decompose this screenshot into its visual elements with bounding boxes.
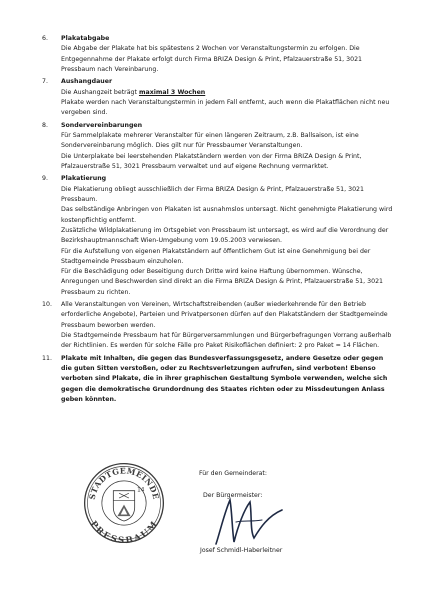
section-title: Plakatabgabe <box>61 35 110 42</box>
paragraph: Für die Beschädigung oder Beseitigung durch Dritte wird keine Haftung übernommen. Wünsche, Anregungen und Beschwerden sind direkt an die Firma BRIZA Design & Print, Pfalzauerstraße 51, 3021 Pressbaum zu richten. <box>61 268 384 296</box>
text: Die Aushangzeit beträgt <box>61 88 139 96</box>
section-9 <box>42 174 394 298</box>
paragraph: Die Abgabe der Plakate hat bis spätestens 2 Wochen vor Veranstaltungstermin zu erfolgen. Die Entgegennahme der Plakate erfolgt durch Firma BRIZA Design & Print, Pfalzauerstraße 51, 3021 Pressbaum nach Vereinbarung. <box>61 45 363 73</box>
paragraph-aushangzeit <box>61 88 394 98</box>
section-8 <box>42 121 394 172</box>
section-title: Sondervereinbarungen <box>61 121 143 129</box>
paragraph: Zusätzliche Wildplakatierung im Ortsgebiet von Pressbaum ist untersagt, es wird auf die Verordnung der Bezirkshauptmannschaft Wien-Umgebung vom 19.05.2003 verwiesen. <box>61 226 389 245</box>
seal-text-top: STADTGEMEINDE <box>87 466 161 501</box>
section-number: 6. <box>42 35 48 42</box>
paragraph: Die Unterplakate bei leerstehenden Plakatständern werden von der Firma BRIZA Design & Print, Pfalzauerstraße 51, 3021 Pressbaum verwaltet und auf eigene Rechnung vermarktet. <box>61 152 362 170</box>
section-number: 10. <box>42 301 52 309</box>
signature-council-label: Für den Gemeinderat: <box>199 470 267 477</box>
paragraph: Alle Veranstaltungen von Vereinen, Wirtschaftstreibenden (außer wiederkehrende für den Betrieb erforderliche Angebote), Parteien und Privatpersonen dürfen auf den Plakatständern der Stadtgemeinde Pressbaum beworben werden. <box>61 301 388 329</box>
signature-mayor-label: Der Bürgermeister: <box>203 492 263 499</box>
section-number: 7. <box>42 78 48 86</box>
paragraph-prohibition: Plakate mit Inhalten, die gegen das Bundesverfassungsgesetz, andere Gesetze oder gegen die guten Sitten verstoßen, oder zu Rechtsverletzungen aufrufen, sind verboten! Ebenso verboten sind Plakate, die in ihrer graphischen Gestaltung Symbole verwenden, welche sich gegen die demokratische Grundordnung des Staates richten oder zu Missdeutungen Anlass geben könnten. <box>61 354 388 404</box>
section-6 <box>42 34 394 75</box>
section-10 <box>42 300 394 351</box>
paragraph: Für Sammelplakate mehrerer Veranstalter für einen längeren Zeitraum, z.B. Ballsaison, ist eine Sondervereinbarung möglich. Dies gilt nur für Pressbaumer Veranstaltungen. <box>61 132 359 150</box>
section-number: 11. <box>42 354 52 362</box>
section-title: Aushangdauer <box>61 78 113 86</box>
paragraph: Das selbständige Anbringen von Plakaten ist ausnahmslos untersagt. Nicht genehmigte Plakatierung wird kostenpflichtig entfernt. <box>61 206 393 224</box>
mayor-name: Josef Schmidl-Haberleitner <box>200 547 283 554</box>
section-title: Plakatierung <box>61 175 107 183</box>
seal-text-bottom: PRESSBAUM <box>87 519 161 544</box>
section-number: 9. <box>42 175 48 183</box>
paragraph: Die Plakatierung obliegt ausschließlich der Firma BRIZA Design & Print, Pfalzauerstraße 51, 3021 Pressbaum. <box>61 185 364 204</box>
paragraph: Für die Aufstellung von eigenen Plakatständern auf öffentlichem Gut ist eine Genehmigung bei der Stadtgemeinde Pressbaum einzuholen. <box>61 247 371 265</box>
emphasis-text: maximal 3 Wochen <box>138 88 206 96</box>
document-content <box>42 34 394 408</box>
section-11 <box>42 354 394 405</box>
paragraph: Die Stadtgemeinde Pressbaum hat für Bürgerversammlungen und Bürgerbefragungen Vorrang außerhalb der Richtlinien. Es werden für solche Fälle pro Paket Risikoflächen definiert: 2 pro Paket = 14 Flächen. <box>61 332 392 350</box>
section-number: 8. <box>42 121 48 129</box>
seal-number: 14 <box>137 487 145 494</box>
paragraph: Plakate werden nach Veranstaltungstermin in jedem Fall entfernt, auch wenn die Plakatflächen nicht neu vergeben sind. <box>61 98 390 117</box>
municipal-seal-icon <box>83 462 165 544</box>
section-7 <box>42 77 394 118</box>
handwritten-signature-icon <box>210 492 290 550</box>
